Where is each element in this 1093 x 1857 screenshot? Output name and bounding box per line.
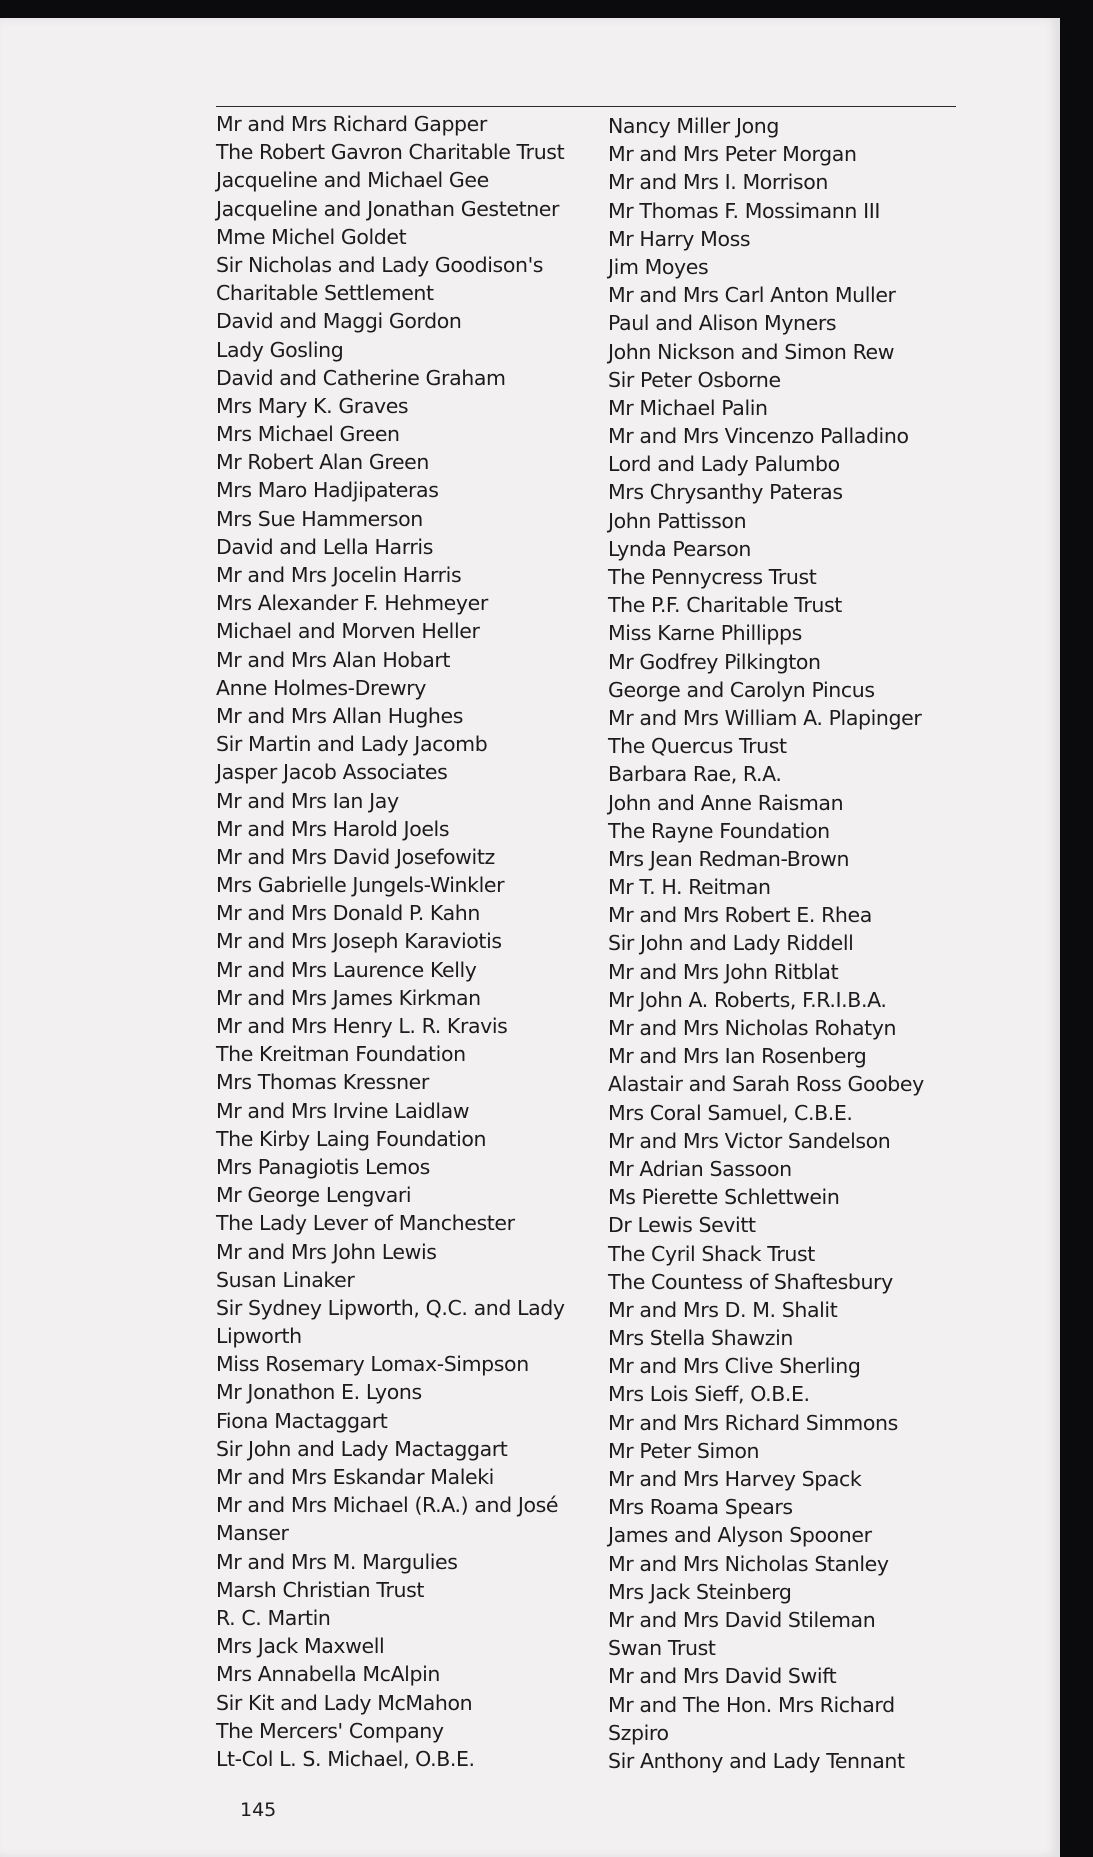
list-item: Mrs Jean Redman-Brown: [608, 846, 850, 871]
list-item: Mr and Mrs Peter Morgan: [608, 142, 857, 167]
list-item: Mrs Chrysanthy Pateras: [608, 480, 843, 505]
list-item: Mrs Stella Shawzin: [608, 1326, 794, 1351]
list-item: Mr and Mrs D. M. Shalit: [608, 1297, 838, 1322]
list-item: The Quercus Trust: [608, 734, 787, 759]
list-item: Mr and Mrs Harold Joels: [216, 816, 450, 841]
list-item: Mr and Mrs Allan Hughes: [216, 703, 464, 728]
list-item: Mrs Alexander F. Hehmeyer: [216, 591, 488, 616]
list-item: Mr and Mrs Nicholas Stanley: [608, 1551, 889, 1576]
list-item: Lady Gosling: [216, 337, 344, 362]
list-item: John Nickson and Simon Rew: [608, 339, 895, 364]
list-item: James and Alyson Spooner: [608, 1523, 872, 1548]
list-item: Ms Pierette Schlettwein: [608, 1185, 840, 1210]
list-item: Lord and Lady Palumbo: [608, 452, 840, 477]
list-item: Mr and Mrs Alan Hobart: [216, 647, 451, 672]
list-item: The Pennycress Trust: [608, 565, 817, 589]
list-item: Sir Peter Osborne: [608, 367, 781, 392]
list-item: Mr John A. Roberts, F.R.I.B.A.: [608, 987, 887, 1012]
list-item: Alastair and Sarah Ross Goobey: [608, 1072, 924, 1097]
list-item: The P.F. Charitable Trust: [608, 593, 842, 618]
list-item: Mr Robert Alan Green: [216, 450, 429, 475]
list-item: Mr and Mrs David Stileman: [608, 1607, 876, 1632]
list-item: The Cyril Shack Trust: [608, 1241, 815, 1266]
list-item: The Mercers' Company: [216, 1718, 444, 1743]
list-item: Mr and Mrs John Ritblat: [608, 959, 839, 984]
list-item: Jim Moyes: [608, 254, 709, 279]
list-item: Mrs Michael Green: [216, 422, 400, 447]
list-item: Mr and Mrs Michael (R.A.) and José: [216, 1493, 559, 1518]
list-item: Barbara Rae, R.A.: [608, 762, 782, 787]
list-item: Mr and Mrs Carl Anton Muller: [608, 283, 896, 308]
list-item: Swan Trust: [608, 1636, 716, 1661]
list-item: Marsh Christian Trust: [216, 1577, 425, 1602]
list-item: Dr Lewis Sevitt: [608, 1213, 756, 1238]
list-item: George and Carolyn Pincus: [608, 677, 875, 702]
list-item: Mr and Mrs James Kirkman: [216, 985, 481, 1010]
page-number: 145: [240, 1799, 277, 1821]
list-item: Sir Nicholas and Lady Goodison's: [216, 252, 544, 277]
list-item: Mrs Thomas Kressner: [216, 1070, 429, 1095]
list-item: Mr and Mrs David Swift: [608, 1664, 837, 1689]
left-name-list: [216, 110, 596, 1773]
list-item: Mr and Mrs Laurence Kelly: [216, 957, 477, 982]
list-item: Mr and Mrs John Lewis: [216, 1239, 437, 1264]
list-item: David and Lella Harris: [216, 534, 433, 559]
top-rule: [216, 106, 956, 107]
list-item: Mr Jonathon E. Lyons: [216, 1380, 422, 1405]
document-page: [0, 18, 1060, 1857]
list-item: David and Maggi Gordon: [216, 309, 462, 334]
list-item: Szpiro: [608, 1720, 669, 1745]
list-item: Mr and Mrs Eskandar Maleki: [216, 1465, 494, 1489]
list-item: Mrs Panagiotis Lemos: [216, 1154, 430, 1179]
list-item: The Lady Lever of Manchester: [216, 1211, 515, 1236]
list-item: Sir John and Lady Mactaggart: [216, 1436, 508, 1461]
list-item: The Robert Gavron Charitable Trust: [216, 140, 565, 165]
list-item: R. C. Martin: [216, 1605, 331, 1630]
list-item: Mr George Lengvari: [216, 1183, 412, 1208]
right-name-list: [608, 112, 988, 1775]
list-item: Susan Linaker: [216, 1267, 355, 1292]
list-item: Mr and Mrs Irvine Laidlaw: [216, 1098, 470, 1123]
list-item: Mr and Mrs Henry L. R. Kravis: [216, 1014, 508, 1038]
list-item: John Pattisson: [608, 508, 747, 533]
list-item: Mrs Coral Samuel, C.B.E.: [608, 1100, 853, 1125]
list-item: Mr and The Hon. Mrs Richard: [608, 1692, 895, 1717]
list-item: Jasper Jacob Associates: [216, 760, 448, 785]
list-item: Mme Michel Goldet: [216, 224, 407, 249]
list-item: Mr Godfrey Pilkington: [608, 649, 821, 674]
list-item: Mr and Mrs I. Morrison: [608, 170, 828, 195]
list-item: Mrs Sue Hammerson: [216, 506, 423, 531]
list-item: Mr and Mrs Joseph Karaviotis: [216, 929, 502, 954]
list-item: Mrs Gabrielle Jungels-Winkler: [216, 873, 505, 898]
list-item: Sir John and Lady Riddell: [608, 931, 854, 956]
list-item: Lt-Col L. S. Michael, O.B.E.: [216, 1746, 475, 1771]
list-item: John and Anne Raisman: [608, 790, 844, 815]
list-item: The Kreitman Foundation: [216, 1042, 466, 1067]
list-item: Manser: [216, 1521, 289, 1546]
list-item: David and Catherine Graham: [216, 365, 506, 390]
list-item: Mr and Mrs Ian Rosenberg: [608, 1044, 867, 1069]
list-item: Mr Peter Simon: [608, 1438, 760, 1463]
list-item: Mr and Mrs David Josefowitz: [216, 844, 495, 869]
list-item: Lipworth: [216, 1324, 302, 1349]
list-item: The Kirby Laing Foundation: [216, 1126, 487, 1151]
list-item: Charitable Settlement: [216, 281, 434, 306]
list-item: Miss Karne Phillipps: [608, 621, 802, 646]
list-item: Paul and Alison Myners: [608, 311, 837, 336]
list-item: Mrs Lois Sieff, O.B.E.: [608, 1382, 810, 1407]
list-item: Mr Thomas F. Mossimann III: [608, 198, 881, 223]
list-item: Mr Michael Palin: [608, 395, 768, 420]
list-item: Mr and Mrs Vincenzo Palladino: [608, 424, 909, 449]
list-item: Mr T. H. Reitman: [608, 875, 771, 900]
list-item: Jacqueline and Michael Gee: [216, 168, 489, 193]
list-item: Anne Holmes-Drewry: [216, 675, 426, 700]
list-item: Sir Anthony and Lady Tennant: [608, 1748, 905, 1773]
list-item: Mrs Annabella McAlpin: [216, 1662, 440, 1687]
list-item: Mr and Mrs Harvey Spack: [608, 1467, 862, 1491]
list-item: Mr and Mrs M. Margulies: [216, 1549, 458, 1574]
list-item: Mrs Mary K. Graves: [216, 393, 409, 418]
list-item: Mr and Mrs Jocelin Harris: [216, 563, 462, 587]
list-item: Mr Harry Moss: [608, 226, 751, 251]
list-item: Mrs Jack Maxwell: [216, 1634, 385, 1659]
list-item: Mr and Mrs Richard Simmons: [608, 1410, 898, 1435]
list-item: Mrs Roama Spears: [608, 1495, 793, 1520]
list-item: Mr Adrian Sassoon: [608, 1156, 792, 1181]
list-item: Mrs Jack Steinberg: [608, 1579, 792, 1604]
list-item: Jacqueline and Jonathan Gestetner: [216, 196, 560, 221]
list-item: Mr and Mrs Richard Gapper: [216, 112, 487, 136]
list-item: Lynda Pearson: [608, 536, 752, 561]
list-item: Sir Martin and Lady Jacomb: [216, 732, 488, 757]
list-item: Sir Sydney Lipworth, Q.C. and Lady: [216, 1295, 565, 1320]
list-item: Miss Rosemary Lomax-Simpson: [216, 1352, 529, 1377]
list-item: The Countess of Shaftesbury: [608, 1269, 893, 1294]
list-item: Sir Kit and Lady McMahon: [216, 1690, 473, 1715]
list-item: Michael and Morven Heller: [216, 619, 480, 644]
list-item: Mr and Mrs Nicholas Rohatyn: [608, 1016, 897, 1040]
list-item: Mr and Mrs Robert E. Rhea: [608, 903, 872, 928]
list-item: Nancy Miller Jong: [608, 114, 779, 138]
list-item: Mrs Maro Hadjipateras: [216, 478, 439, 503]
list-item: Mr and Mrs William A. Plapinger: [608, 705, 922, 730]
list-item: Mr and Mrs Ian Jay: [216, 788, 399, 813]
list-item: Fiona Mactaggart: [216, 1408, 388, 1433]
list-item: The Rayne Foundation: [608, 818, 830, 843]
list-item: Mr and Mrs Donald P. Kahn: [216, 901, 480, 926]
list-item: Mr and Mrs Clive Sherling: [608, 1354, 861, 1379]
list-item: Mr and Mrs Victor Sandelson: [608, 1128, 891, 1153]
